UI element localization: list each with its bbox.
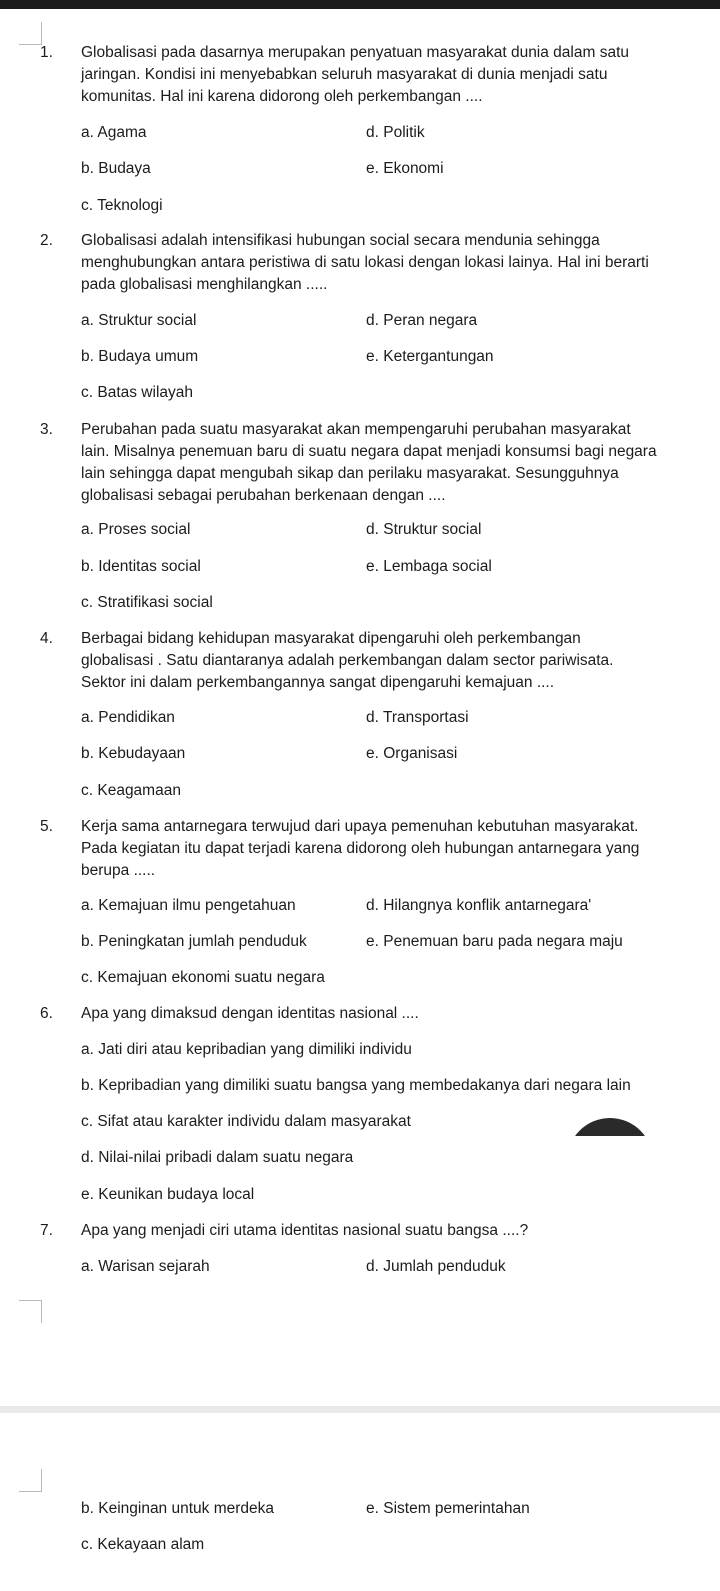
question-text-line: lain. Misalnya penemuan baru di suatu negara dapat menjadi konsumsi bagi negara bbox=[81, 443, 657, 460]
page-corner-mark bbox=[19, 1469, 42, 1492]
question-number: 3. bbox=[40, 421, 53, 438]
question-text-line: globalisasi sebagai perubahan berkenaan dengan .... bbox=[81, 487, 446, 504]
question-number: 6. bbox=[40, 1005, 53, 1022]
question-number: 1. bbox=[40, 44, 53, 61]
option-e[interactable]: e. Keunikan budaya local bbox=[81, 1186, 255, 1203]
question-text-line: globalisasi . Satu diantaranya adalah perkembangan dalam sector pariwisata. bbox=[81, 652, 614, 669]
question-text-line: Apa yang menjadi ciri utama identitas nasional suatu bangsa ....? bbox=[81, 1222, 529, 1239]
question-text-line: pada globalisasi menghilangkan ..... bbox=[81, 276, 328, 293]
option-d[interactable]: d. Peran negara bbox=[366, 312, 478, 329]
option-c[interactable]: c. Keagamaan bbox=[81, 782, 181, 799]
option-d[interactable]: d. Nilai-nilai pribadi dalam suatu negara bbox=[81, 1149, 354, 1166]
option-c[interactable]: c. Kemajuan ekonomi suatu negara bbox=[81, 969, 325, 986]
question-text-line: Kerja sama antarnegara terwujud dari upaya pemenuhan kebutuhan masyarakat. bbox=[81, 818, 639, 835]
option-c[interactable]: c. Teknologi bbox=[81, 197, 163, 214]
option-e[interactable]: e. Organisasi bbox=[366, 745, 458, 762]
option-b[interactable]: b. Identitas social bbox=[81, 558, 201, 575]
question-text-line: komunitas. Hal ini karena didorong oleh perkembangan .... bbox=[81, 88, 483, 105]
option-b[interactable]: b. Peningkatan jumlah penduduk bbox=[81, 933, 307, 950]
option-c[interactable]: c. Stratifikasi social bbox=[81, 594, 213, 611]
option-d[interactable]: d. Hilangnya konflik antarnegara' bbox=[366, 897, 592, 914]
option-b[interactable]: b. Kepribadian yang dimiliki suatu bangsa yang membedakanya dari negara lain bbox=[81, 1077, 631, 1094]
option-a[interactable]: a. Pendidikan bbox=[81, 709, 175, 726]
page-corner-mark bbox=[19, 22, 42, 45]
question-text-line: berupa ..... bbox=[81, 862, 156, 879]
option-e[interactable]: e. Lembaga social bbox=[366, 558, 492, 575]
option-e[interactable]: e. Penemuan baru pada negara maju bbox=[366, 933, 623, 950]
question-number: 4. bbox=[40, 630, 53, 647]
option-e[interactable]: e. Ekonomi bbox=[366, 160, 444, 177]
question-number: 7. bbox=[40, 1222, 53, 1239]
option-a[interactable]: a. Struktur social bbox=[81, 312, 197, 329]
page-separator bbox=[0, 1406, 720, 1413]
option-a[interactable]: a. Kemajuan ilmu pengetahuan bbox=[81, 897, 296, 914]
option-d[interactable]: d. Jumlah penduduk bbox=[366, 1258, 506, 1275]
question-text-line: Globalisasi adalah intensifikasi hubungan social secara mendunia sehingga bbox=[81, 232, 600, 249]
option-a[interactable]: a. Warisan sejarah bbox=[81, 1258, 210, 1275]
question-text-line: Globalisasi pada dasarnya merupakan penyatuan masyarakat dunia dalam satu bbox=[81, 44, 630, 61]
option-d[interactable]: d. Struktur social bbox=[366, 521, 482, 538]
option-e[interactable]: e. Sistem pemerintahan bbox=[366, 1500, 530, 1517]
question-text-line: menghubungkan antara peristiwa di satu lokasi dengan lokasi lainya. Hal ini berarti bbox=[81, 254, 649, 271]
option-a[interactable]: a. Jati diri atau kepribadian yang dimiliki individu bbox=[81, 1041, 412, 1058]
question-text-line: jaringan. Kondisi ini menyebabkan seluruh masyarakat di dunia menjadi satu bbox=[81, 66, 608, 83]
question-text-line: Pada kegiatan itu dapat terjadi karena didorong oleh hubungan antarnegara yang bbox=[81, 840, 640, 857]
option-c[interactable]: c. Sifat atau karakter individu dalam masyarakat bbox=[81, 1113, 411, 1130]
question-number: 5. bbox=[40, 818, 53, 835]
option-d[interactable]: d. Transportasi bbox=[366, 709, 469, 726]
option-b[interactable]: b. Keinginan untuk merdeka bbox=[81, 1500, 275, 1517]
option-c[interactable]: c. Kekayaan alam bbox=[81, 1536, 205, 1553]
option-a[interactable]: a. Proses social bbox=[81, 521, 191, 538]
question-text-line: Sektor ini dalam perkembangannya sangat dipengaruhi kemajuan .... bbox=[81, 674, 555, 691]
top-bar bbox=[0, 0, 720, 9]
option-b[interactable]: b. Budaya umum bbox=[81, 348, 199, 365]
option-a[interactable]: a. Agama bbox=[81, 124, 147, 141]
page-corner-mark bbox=[19, 1300, 42, 1323]
option-d[interactable]: d. Politik bbox=[366, 124, 425, 141]
question-number: 2. bbox=[40, 232, 53, 249]
question-text-line: Berbagai bidang kehidupan masyarakat dipengaruhi oleh perkembangan bbox=[81, 630, 581, 647]
question-text-line: Apa yang dimaksud dengan identitas nasional .... bbox=[81, 1005, 419, 1022]
question-text-line: Perubahan pada suatu masyarakat akan mempengaruhi perubahan masyarakat bbox=[81, 421, 631, 438]
option-e[interactable]: e. Ketergantungan bbox=[366, 348, 494, 365]
option-b[interactable]: b. Budaya bbox=[81, 160, 151, 177]
option-b[interactable]: b. Kebudayaan bbox=[81, 745, 186, 762]
overlay-mask bbox=[540, 1136, 680, 1226]
question-text-line: lain sehingga dapat mengubah sikap dan perilaku masyarakat. Sesungguhnya bbox=[81, 465, 619, 482]
option-c[interactable]: c. Batas wilayah bbox=[81, 384, 193, 401]
